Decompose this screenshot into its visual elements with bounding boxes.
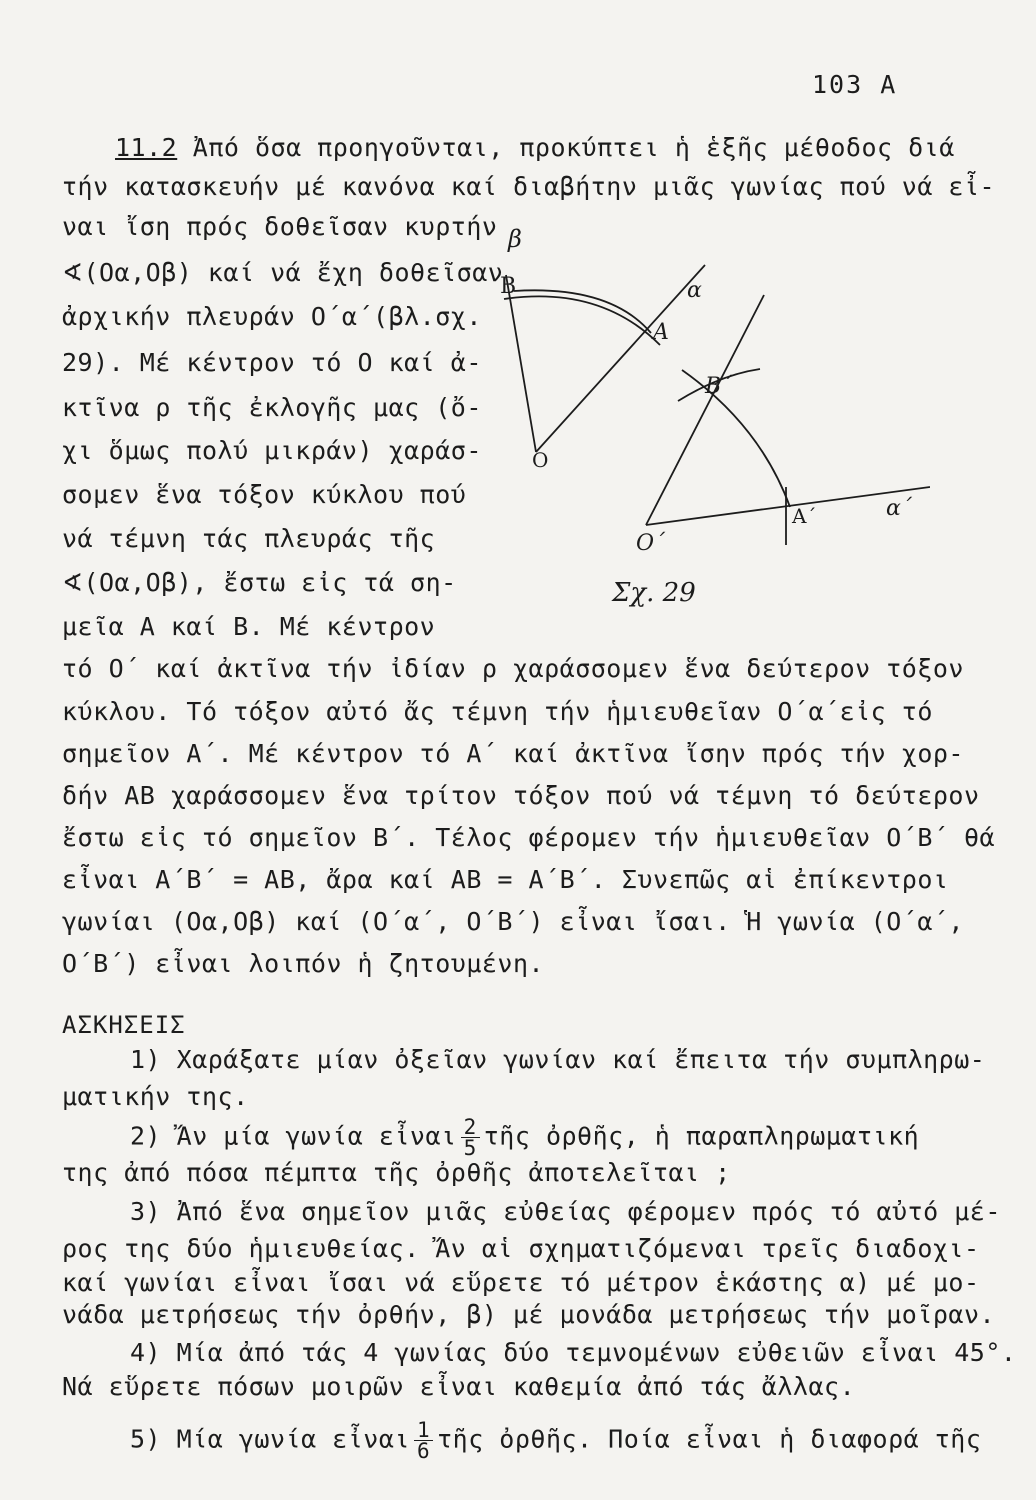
- exercises-heading: ΑΣΚΗΣΕΙΣ: [62, 1011, 186, 1039]
- fraction-two-fifths: [461, 1117, 480, 1158]
- section-line-9: σομεν ἕνα τόξον κύκλου πού: [62, 480, 467, 509]
- exercise-2-line-1: [130, 1117, 919, 1158]
- ray-O-beta: [506, 275, 536, 452]
- fraction-numerator: 2: [461, 1117, 480, 1138]
- exercise-3-line-3: καί γωνίαι εἶναι ἴσαι νά εὕρετε τό μέτρον ἑκάστης α) μέ μο-: [62, 1268, 980, 1297]
- section-line-15: σημεῖον Α΄. Μέ κέντρον τό Α΄ καί ἀκτῖνα ἴσην πρός τήν χορ-: [62, 739, 964, 768]
- section-line-5: ἀρχικήν πλευράν Ο΄α΄(βλ.σχ.: [62, 302, 482, 331]
- section-line-13: τό Ο΄ καί ἀκτῖνα τήν ἰδίαν ρ χαράσσομεν ἕνα δεύτερον τόξον: [62, 654, 964, 683]
- figure-caption: Σχ. 29: [612, 578, 696, 608]
- label-O: Ο: [532, 448, 549, 472]
- section-line-7: κτῖνα ρ τῆς ἐκλογῆς μας (ὄ-: [62, 393, 482, 422]
- arc-through-A: [504, 296, 660, 345]
- section-line-10: νά τέμνη τάς πλευράς τῆς: [62, 524, 436, 553]
- exercise-3-line-2: ρος της δύο ἡμιευθείας. Ἄν αἱ σχηματιζόμεναι τρεῖς διαδοχι-: [62, 1234, 980, 1263]
- exercise-2-prefix: 2) Ἄν μία γωνία εἶναι: [130, 1121, 457, 1151]
- section-line-3: ναι ἴση πρός δοθεῖσαν κυρτήν: [62, 212, 498, 241]
- exercise-3-line-4: νάδα μετρήσεως τήν ὀρθήν, β) μέ μονάδα μετρήσεως τήν μοῖραν.: [62, 1300, 996, 1329]
- exercise-1-line-1: 1) Χαράξατε μίαν ὀξεῖαν γωνίαν καί ἔπειτα τήν συμπληρω-: [130, 1045, 986, 1074]
- section-line-2: τήν κατασκευήν μέ κανόνα καί διαβήτην μιᾶς γωνίας πού νά εἶ-: [62, 172, 996, 201]
- section-line-4: ∢(Οα,Οβ) καί νά ἔχη δοθεῖσαν: [62, 258, 504, 287]
- section-line-1: [115, 133, 955, 163]
- label-Bprime: Β΄: [705, 374, 733, 399]
- section-line-6: 29). Μέ κέντρον τό Ο καί ἀ-: [62, 348, 482, 377]
- fraction-one-sixth: [414, 1420, 433, 1461]
- exercise-2-suffix: τῆς ὀρθῆς, ἡ παραπληρωματική: [483, 1121, 920, 1151]
- label-Oprime: Ο΄: [636, 531, 666, 556]
- section-line-19: γωνίαι (Οα,Οβ) καί (Ο΄α΄, Ο΄Β΄) εἶναι ἴσαι. Ἡ γωνία (Ο΄α΄,: [62, 907, 964, 936]
- label-alpha: α: [687, 278, 702, 303]
- ray-O-alpha: [536, 265, 705, 452]
- section-line-17: ἔστω εἰς τό σημεῖον Β΄. Τέλος φέρομεν τήν ἡμιευθεῖαν Ο΄Β΄ θά: [62, 823, 996, 852]
- section-line-12: μεῖα Α καί Β. Μέ κέντρον: [62, 612, 436, 641]
- section-line-16: δήν ΑΒ χαράσσομεν ἕνα τρίτον τόξον πού νά τέμνη τό δεύτερον: [62, 781, 980, 810]
- fraction-numerator: 1: [414, 1420, 433, 1441]
- label-A: Α: [653, 320, 669, 345]
- label-Aprime: Α΄: [792, 504, 817, 528]
- section-line-8: χι ὅμως πολύ μικράν) χαράσ-: [62, 436, 482, 465]
- figure-29: [470, 225, 930, 575]
- label-alphaprime: α΄: [886, 496, 912, 521]
- section-line-14: κύκλου. Τό τόξον αὐτό ἄς τέμνη τήν ἡμιευθεῖαν Ο΄α΄εἰς τό: [62, 697, 933, 726]
- exercise-3-line-1: 3) Ἀπό ἕνα σημεῖον μιᾶς εὐθείας φέρομεν πρός τό αὐτό μέ-: [130, 1197, 1001, 1226]
- exercise-4-line-2: Νά εὕρετε πόσων μοιρῶν εἶναι καθεμία ἀπό τάς ἄλλας.: [62, 1372, 856, 1401]
- exercise-4-line-1: 4) Μία ἀπό τάς 4 γωνίας δύο τεμνομένων εὐθειῶν εἶναι 45°.: [130, 1338, 1017, 1367]
- exercise-2-line-2: της ἀπό πόσα πέμπτα τῆς ὀρθῆς ἀποτελεῖται ;: [62, 1158, 731, 1187]
- label-B: Β: [500, 274, 517, 299]
- section-text-1: Ἀπό ὅσα προηγοῦνται, προκύπτει ἡ ἑξῆς μέθοδος διά: [177, 133, 955, 162]
- exercise-5-suffix: τῆς ὀρθῆς. Ποία εἶναι ἡ διαφορά τῆς: [437, 1424, 982, 1454]
- exercise-1-line-2: ματικήν της.: [62, 1082, 249, 1111]
- section-line-11: ∢(Οα,Οβ), ἔστω εἰς τά ση-: [62, 568, 457, 597]
- page-number: 103 Α: [812, 70, 898, 99]
- exercise-5-line-1: [130, 1420, 981, 1461]
- section-number: 11.2: [115, 133, 178, 162]
- label-beta: β: [508, 225, 522, 253]
- fraction-denominator: 5: [463, 1136, 477, 1160]
- exercise-5-prefix: 5) Μία γωνία εἶναι: [130, 1424, 410, 1454]
- fraction-denominator: 6: [416, 1439, 431, 1463]
- section-line-18: εἶναι Α΄Β΄ = ΑΒ, ἄρα καί ΑΒ = Α΄Β΄. Συνεπῶς αἱ ἐπίκεντροι: [62, 865, 949, 894]
- section-line-20: Ο΄Β΄) εἶναι λοιπόν ἡ ζητουμένη.: [62, 949, 545, 978]
